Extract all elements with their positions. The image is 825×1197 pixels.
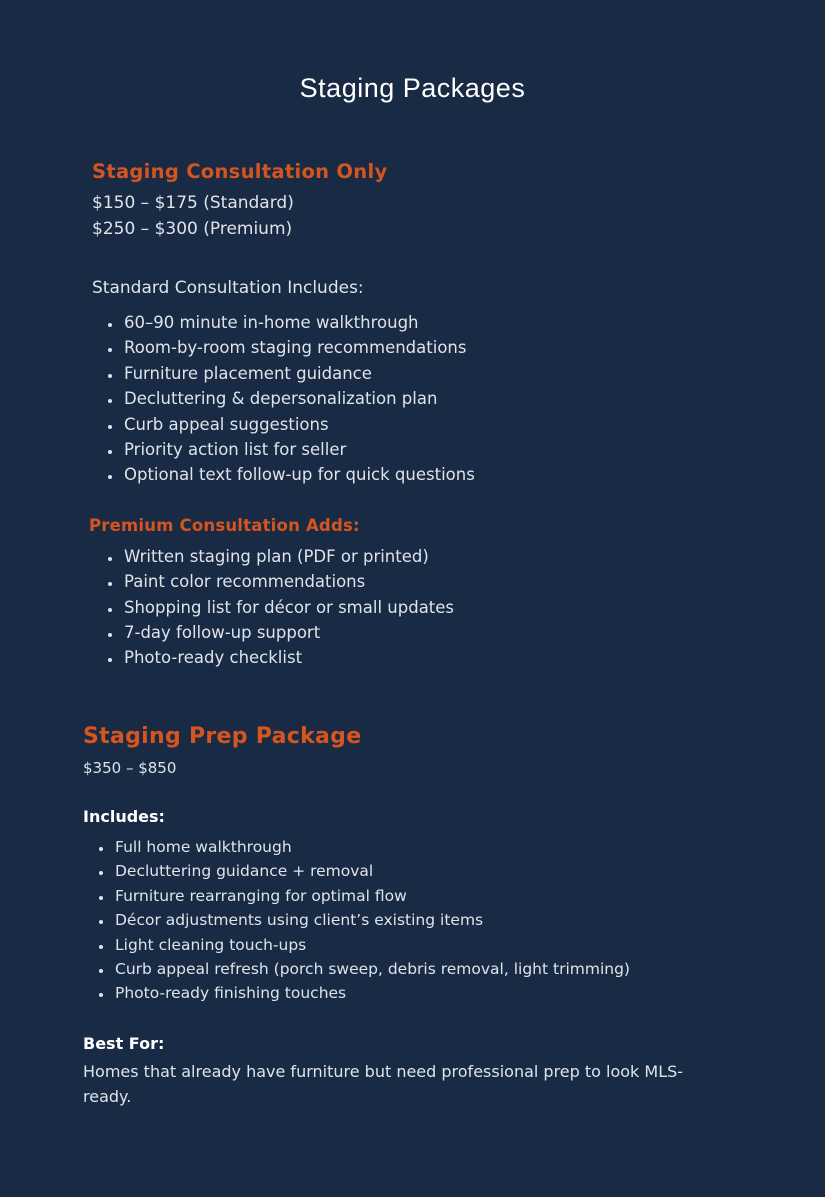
prep-package-heading: Staging Prep Package [83,723,362,749]
list-item: • Décor adjustments using client’s existing items [113,908,785,932]
prep-includes-heading: Includes: [83,806,165,826]
list-item: • Furniture rearranging for optimal flow [113,884,785,908]
prep-package-section [83,723,785,1109]
best-for-text: Homes that already have furniture but need professional prep to look MLS-ready. [83,1061,684,1106]
list-item: • Photo-ready finishing touches [113,981,785,1005]
premium-adds-heading: Premium Consultation Adds: [89,515,360,535]
list-item: • Light cleaning touch-ups [113,933,785,957]
page-title: Staging Packages [299,73,526,103]
list-item: • Decluttering & depersonalization plan [122,386,785,411]
standard-includes-heading: Standard Consultation Includes: [92,278,364,298]
consultation-section [89,160,785,671]
list-item: • 60–90 minute in-home walkthrough [122,310,785,335]
staging-packages-document [0,72,825,1197]
list-item: • Photo-ready checklist [122,645,785,670]
list-item: • Room-by-room staging recommendations [122,335,785,360]
price-standard: $150 – $175 (Standard) [92,193,294,213]
list-item: • Written staging plan (PDF or printed) [122,544,785,569]
list-item: • Curb appeal refresh (porch sweep, debris removal, light trimming) [113,957,785,981]
prep-includes-list [83,835,785,1006]
consultation-heading: Staging Consultation Only [92,160,388,183]
prep-package-price: $350 – $850 [83,758,177,777]
list-item: • Full home walkthrough [113,835,785,859]
premium-adds-list [92,544,785,671]
list-item: • Paint color recommendations [122,569,785,594]
price-premium: $250 – $300 (Premium) [92,219,293,239]
list-item: • Curb appeal suggestions [122,412,785,437]
list-item: • Optional text follow-up for quick questions [122,462,785,487]
standard-includes-list [92,310,785,488]
list-item: • Shopping list for décor or small updates [122,595,785,620]
list-item: • Priority action list for seller [122,437,785,462]
list-item: • 7-day follow-up support [122,620,785,645]
list-item: • Furniture placement guidance [122,361,785,386]
list-item: • Decluttering guidance + removal [113,859,785,883]
best-for-heading: Best For: [83,1033,165,1053]
